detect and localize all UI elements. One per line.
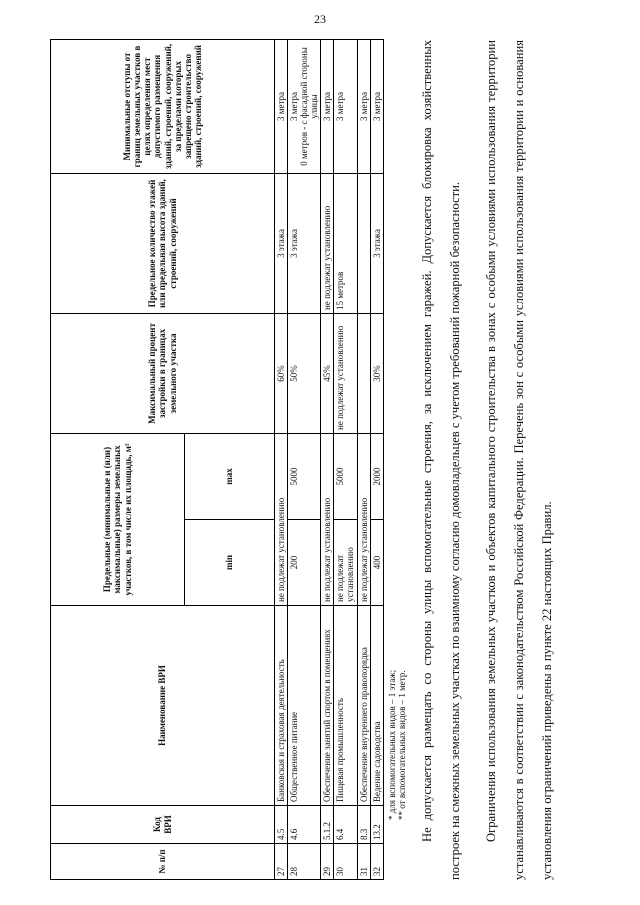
cell-name: Банковская и страховая деятельность xyxy=(275,606,288,806)
cell-code: 5.1.2 xyxy=(321,806,334,844)
cell-setback: 3 метра xyxy=(334,39,357,173)
header-min: min xyxy=(185,520,275,606)
cell-min: 200 xyxy=(288,520,321,606)
cell-name: Общественное питание xyxy=(288,606,321,806)
rotated-page-content xyxy=(50,40,590,880)
table-row xyxy=(288,39,321,879)
footnote: * для вспомогательных видов – 1 этаж; xyxy=(386,669,397,820)
cell-percent-empty xyxy=(357,313,370,433)
cell-setback xyxy=(288,39,321,173)
cell-max: 2000 xyxy=(370,433,383,519)
table-row xyxy=(334,39,357,879)
cell-floors: не подлежат установлению xyxy=(321,173,334,313)
cell-code: 8.3 xyxy=(357,806,370,844)
cell-num: 28 xyxy=(288,844,321,880)
setback-note: 0 метров - с фасадной стороны улицы xyxy=(299,47,320,166)
cell-code: 4.5 xyxy=(275,806,288,844)
cell-floors: 3 этажа xyxy=(288,173,321,313)
cell-setback: 3 метра xyxy=(275,39,288,173)
cell-percent: 30% xyxy=(370,313,383,433)
table-row xyxy=(370,39,383,879)
paragraph-restrictions: Ограничения использования земельных участков и объектов капитального строительства в зонах с особыми условиями использования территории устанавливаются в соответствии с законодательством Российской Федерации. Перечень зон с особыми условиями использования территории и основания установления ограничений приведены в пункте 22 настоящих Правил. xyxy=(484,40,555,880)
cell-percent: 45% xyxy=(321,313,334,433)
header-setback: Минимальные отступы от границ земельных участков в целях определения мест допустимого размещения зданий, строений, сооружений, за пределами которых запрещено строительство зданий, строений, сооружений xyxy=(51,39,275,173)
cell-name: Обеспечение внутреннего правопорядка xyxy=(357,606,370,806)
cell-floors: 3 этажа xyxy=(370,173,383,313)
cell-name: Пищевая промышленность xyxy=(334,606,357,806)
cell-min: не подлежат установлению xyxy=(334,520,357,606)
table-row xyxy=(321,39,334,879)
header-percent: Максимальный процент застройки в границах земельного участка xyxy=(51,313,275,433)
header-max: max xyxy=(185,433,275,519)
cell-percent: 60% xyxy=(275,313,288,433)
cell-code: 4.6 xyxy=(288,806,321,844)
cell-num: 30 xyxy=(334,844,357,880)
header-size: Предельные (минимальные и (или) максимальные) размеры земельных участков, в том числе их площадь, м² xyxy=(51,433,185,605)
cell-percent: не подлежат установлению xyxy=(334,313,357,433)
footnote: ** от вспомогательных видов – 1 метр. xyxy=(397,670,408,820)
cell-num: 32 xyxy=(370,844,383,880)
cell-code: 13.2 xyxy=(370,806,383,844)
paragraph-garages: Не допускается размещать со стороны улицы вспомогательные строения, за исключением гаражей. Допускается блокировка хозяйственных построек на смежных земельных участках по взаимному согласию домовладельцев с учетом требований пожарной безопасности. xyxy=(420,40,463,880)
table-row xyxy=(357,39,370,879)
cell-floors-empty xyxy=(357,173,370,313)
cell-num: 27 xyxy=(275,844,288,880)
header-floors: Предельное количество этажей или предельная высота зданий, строений, сооружений xyxy=(51,173,275,313)
cell-name: Обеспечение занятий спортом в помещениях xyxy=(321,606,334,806)
cell-code: 6.4 xyxy=(334,806,357,844)
cell-floors: 3 этажа xyxy=(275,173,288,313)
cell-size-note: не подлежат установлению xyxy=(357,433,370,605)
cell-num: 31 xyxy=(357,844,370,880)
setback-value: 3 метра xyxy=(289,92,300,121)
page-number: 23 xyxy=(314,12,326,26)
cell-num: 29 xyxy=(321,844,334,880)
cell-size-note: не подлежат установлению xyxy=(321,433,334,605)
cell-max: 5000 xyxy=(288,433,321,519)
cell-setback: 3 метра xyxy=(321,39,334,173)
table-row xyxy=(275,39,288,879)
cell-percent: 50% xyxy=(288,313,321,433)
cell-min: 400 xyxy=(370,520,383,606)
header-code: Код ВРИ xyxy=(51,806,275,844)
table-footnotes xyxy=(387,40,408,820)
cell-setback: 3 метра xyxy=(357,39,370,173)
cell-max: 5000 xyxy=(334,433,357,519)
header-num: № п/п xyxy=(51,844,275,880)
cell-size-note: не подлежат установлению xyxy=(275,433,288,605)
vri-parameters-table xyxy=(50,39,384,880)
cell-floors: 15 метров xyxy=(334,173,357,313)
cell-name: Ведение садоводства xyxy=(370,606,383,806)
header-name: Наименование ВРИ xyxy=(51,606,275,806)
cell-setback: 3 метра xyxy=(370,39,383,173)
